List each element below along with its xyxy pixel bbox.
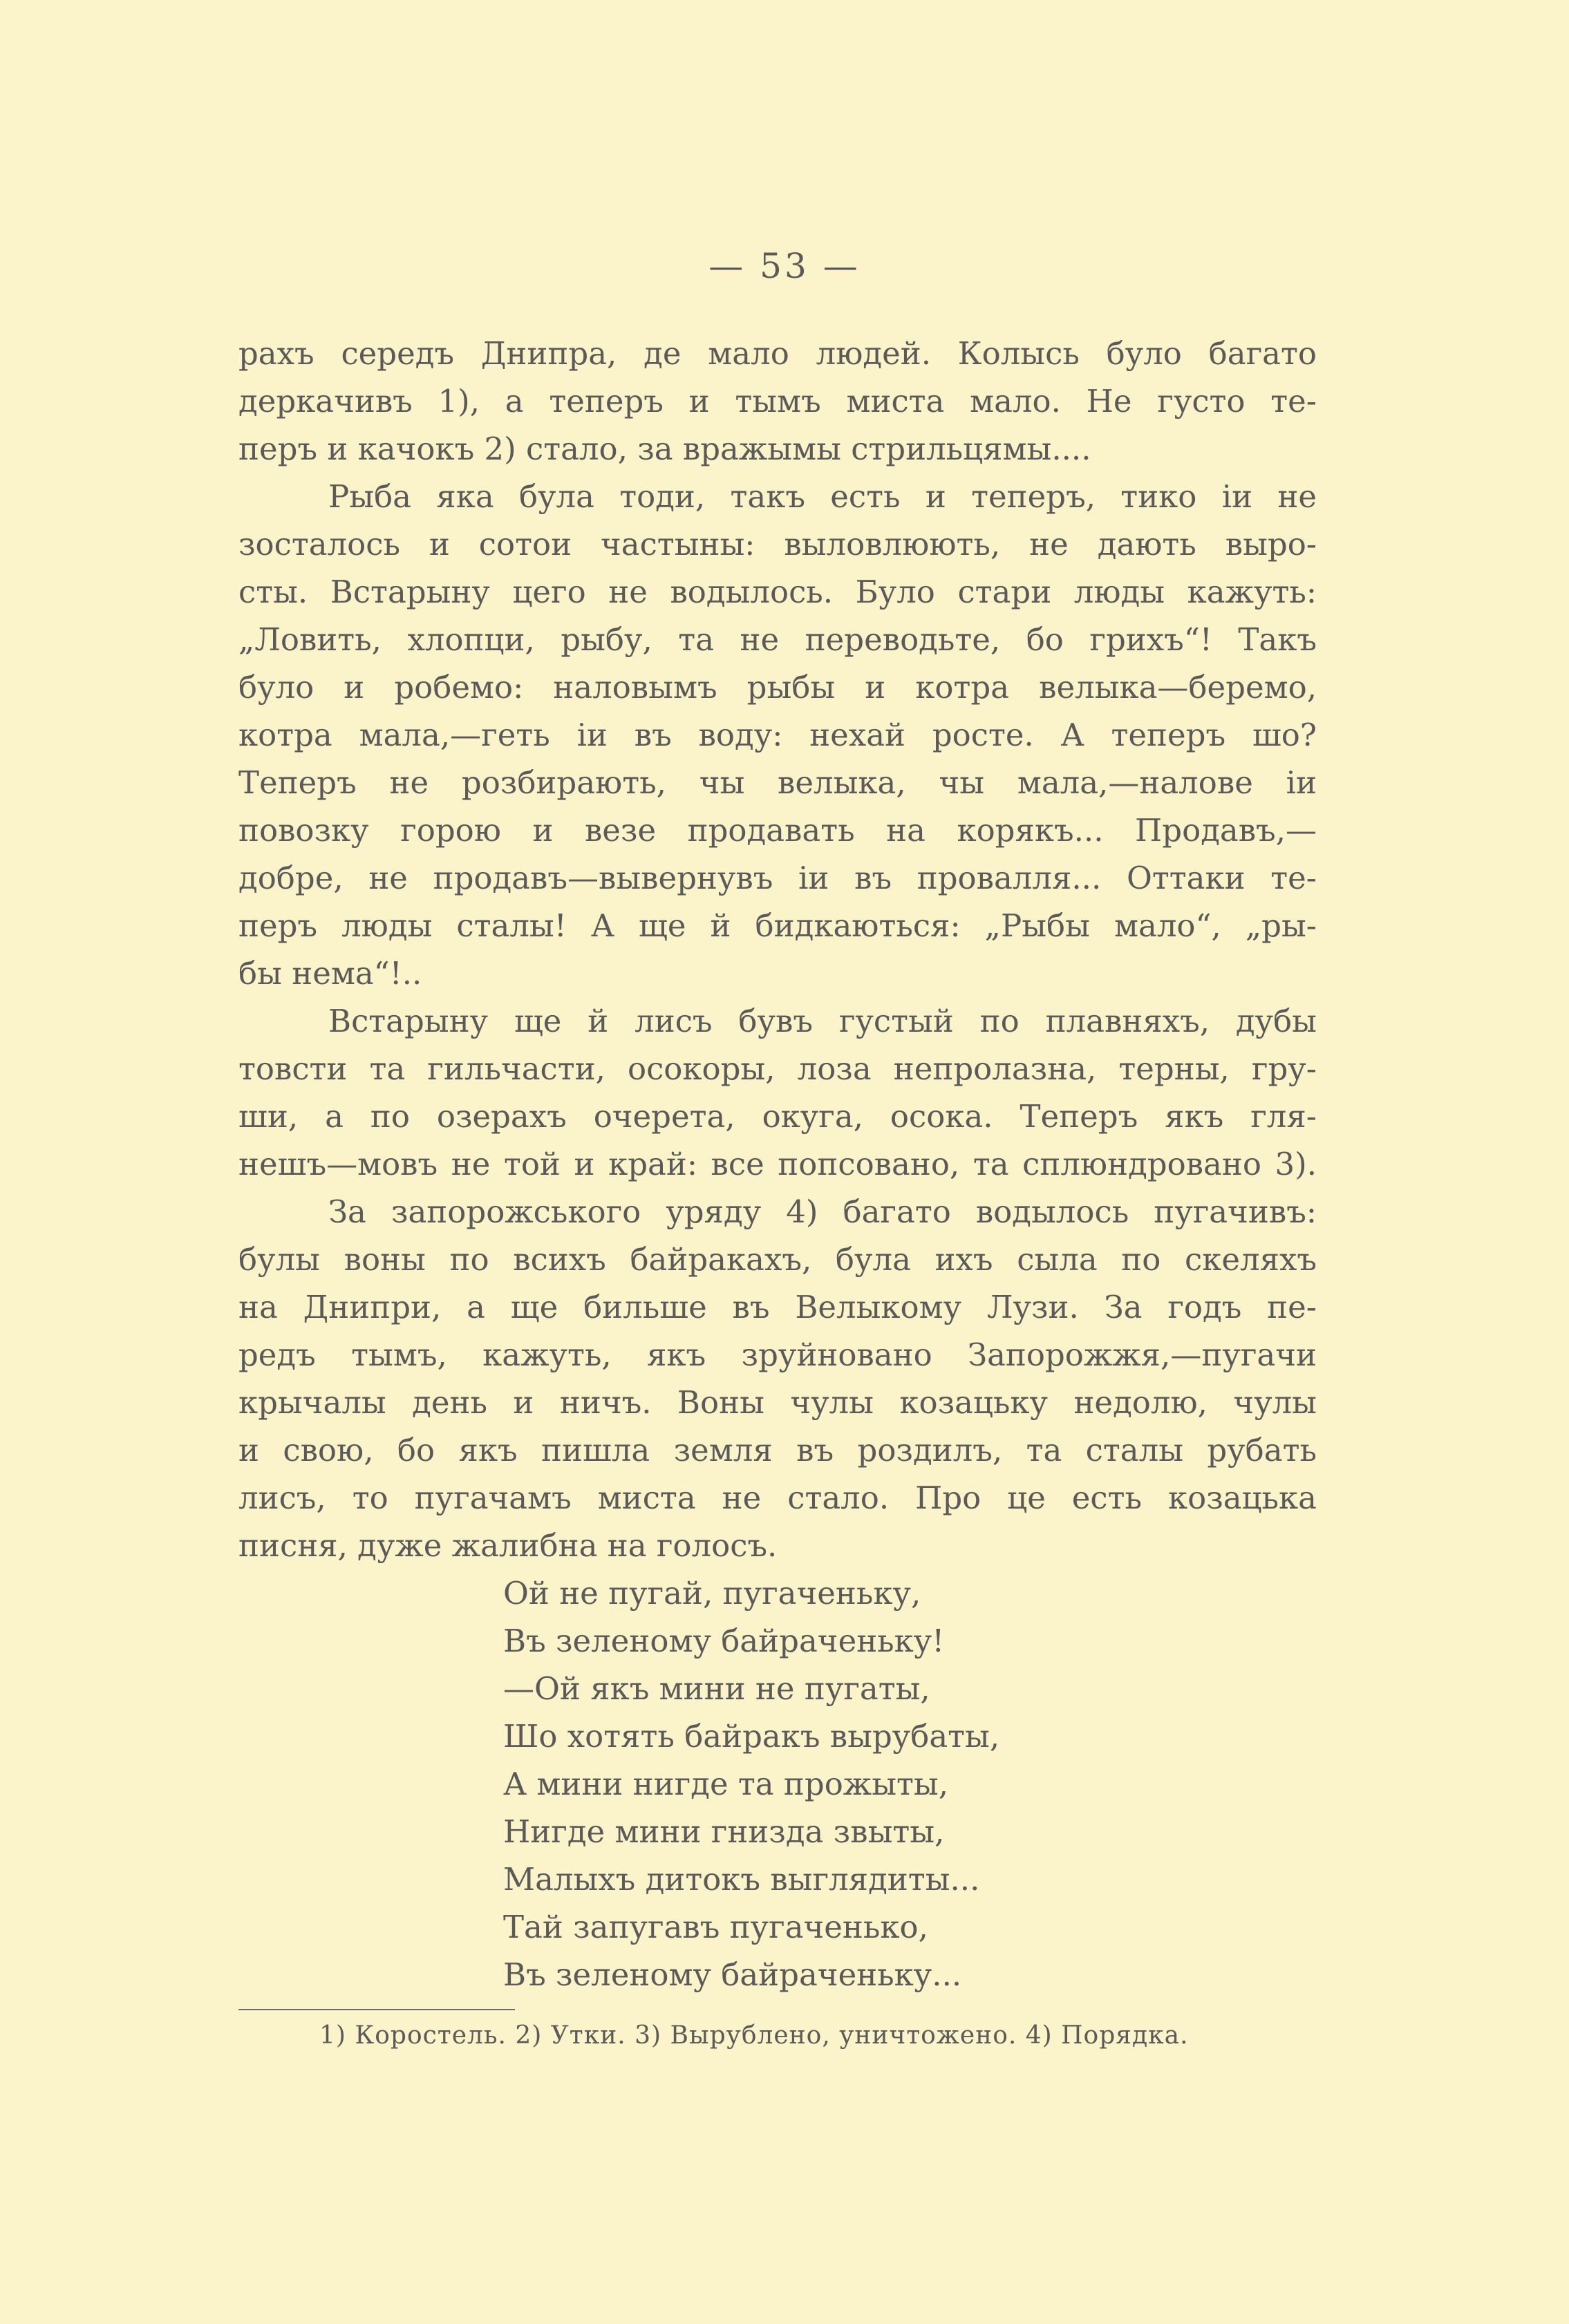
verse-line: Малыхъ дитокъ выглядиты... bbox=[503, 1861, 980, 1898]
text-line: товсти та гильчасти, осокоры, лоза непролазна, терны, гру- bbox=[238, 1050, 1317, 1087]
text-line: нешъ—мовъ не той и край: все попсовано, та сплюндровано 3). bbox=[238, 1146, 1317, 1182]
text-line: повозку горою и везе продавать на корякъ... Продавъ,— bbox=[238, 812, 1317, 849]
verse-line: А мини нигде та прожыты, bbox=[503, 1766, 949, 1802]
verse-line: —Ой якъ мини не пугаты, bbox=[503, 1670, 930, 1707]
footnotes: 1) Коростель. 2) Утки. 3) Вырублено, уничтожено. 4) Порядка. bbox=[319, 2021, 1189, 2050]
text-line: За запорожського уряду 4) багато водылось пугачивъ: bbox=[328, 1193, 1317, 1230]
page-number: — 53 — bbox=[708, 246, 861, 286]
text-line: „Ловить, хлопци, рыбу, та не переводьте, бо грихъ“! Такъ bbox=[238, 621, 1317, 658]
text-line: деркачивъ 1), а теперъ и тымъ миста мало. Не густо те- bbox=[238, 383, 1317, 419]
text-line: сты. Встарыну цего не водылось. Було стари люды кажуть: bbox=[238, 574, 1317, 610]
verse-line: Тай запугавъ пугаченько, bbox=[503, 1909, 928, 1945]
text-line: рахъ середъ Днипра, де мало людей. Колысь було багато bbox=[238, 335, 1317, 372]
verse-line: Въ зеленому байраченьку! bbox=[503, 1623, 945, 1659]
text-line: котра мала,—геть іи въ воду: нехай росте. А теперъ шо? bbox=[238, 717, 1317, 753]
text-line: писня, дуже жалибна на голосъ. bbox=[238, 1527, 778, 1564]
text-line: Теперъ не розбирають, чы велыка, чы мала,—налове іи bbox=[238, 764, 1317, 801]
text-line: було и робемо: наловымъ рыбы и котра велыка—беремо, bbox=[238, 669, 1317, 706]
text-line: ши, а по озерахъ очерета, окуга, осока. Теперъ якъ гля- bbox=[238, 1098, 1317, 1135]
text-line: добре, не продавъ—вывернувъ іи въ провалля... Оттаки те- bbox=[238, 860, 1317, 896]
verse-line: Ой не пугай, пугаченьку, bbox=[503, 1575, 921, 1612]
text-line: перъ люды сталы! А ще й бидкаються: „Рыбы мало“, „ры- bbox=[238, 907, 1317, 944]
text-line: крычалы день и ничъ. Воны чулы козацьку недолю, чулы bbox=[238, 1384, 1317, 1421]
text-line: перъ и качокъ 2) стало, за вражымы стрильцямы.... bbox=[238, 431, 1091, 467]
text-line: булы воны по всихъ байракахъ, була ихъ сыла по скеляхъ bbox=[238, 1241, 1317, 1278]
text-line: и свою, бо якъ пишла земля въ роздилъ, та сталы рубать bbox=[238, 1432, 1317, 1468]
text-line: редъ тымъ, кажуть, якъ зруйновано Запорожжя,—пугачи bbox=[238, 1336, 1317, 1373]
text-line: зосталось и сотои частыны: выловлюють, не дають выро- bbox=[238, 526, 1317, 563]
text-line: бы нема“!.. bbox=[238, 955, 422, 992]
text-line: лисъ, то пугачамъ миста не стало. Про це есть козацька bbox=[238, 1480, 1317, 1516]
text-line: Встарыну ще й лисъ бувъ густый по плавняхъ, дубы bbox=[328, 1003, 1317, 1039]
verse-line: Шо хотять байракъ вырубаты, bbox=[503, 1718, 1000, 1755]
text-line: на Днипри, а ще бильше въ Велыкому Лузи. За годъ пе- bbox=[238, 1289, 1317, 1325]
verse-line: Нигде мини гнизда звыты, bbox=[503, 1813, 945, 1850]
text-line: Рыба яка була тоди, такъ есть и теперъ, тико іи не bbox=[328, 478, 1317, 515]
verse-line: Въ зеленому байраченьку... bbox=[503, 1956, 962, 1993]
footnote-divider bbox=[238, 2009, 515, 2010]
